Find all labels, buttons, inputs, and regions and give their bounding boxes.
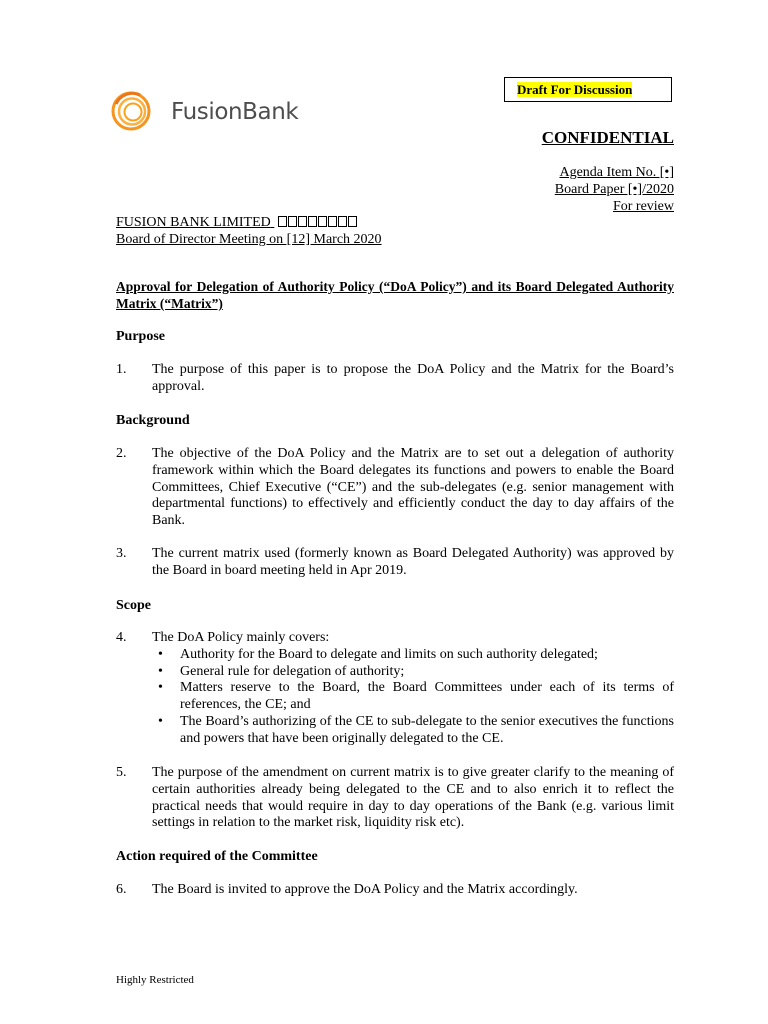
paragraph-1 [116,362,674,396]
fusionbank-logo-icon [110,90,156,136]
footer-classification: Highly Restricted [116,974,194,986]
bullet-dot: • [158,680,163,696]
agenda-item: Agenda Item No. [•] [559,165,674,180]
draft-label-box [504,77,672,102]
list-item: • Matters reserve to the Board, the Board Committees under each of its terms of references, the CE; and [158,680,674,713]
fusionbank-logo [110,90,300,134]
bullet-dot: • [158,646,163,662]
heading-background: Background [116,413,190,428]
paragraph-6 [116,882,674,899]
paragraph-text: The purpose of this paper is to propose the DoA Policy and the Matrix for the Board’s approval. [152,362,674,394]
meeting-line: Board of Director Meeting on [12] March 2020 [116,232,382,247]
paragraph-number: 2. [116,446,127,461]
paragraph-number: 5. [116,765,127,780]
paragraph-5 [116,765,674,832]
bullet-dot: • [158,663,163,679]
paragraph-number: 3. [116,546,127,561]
company-name: FUSION BANK LIMITED [116,215,271,230]
review-status: For review [612,199,674,214]
list-item: • The Board’s authorizing of the CE to sub-delegate to the senior executives the functions and powers that have been originally delegated to the CE. [158,713,674,746]
paper-title: Approval for Delegation of Authority Policy (“DoA Policy”) and its Board Delegated Authority Matrix (“Matrix”) [116,279,674,311]
paragraph-number: 6. [116,882,127,897]
paragraph-text: The current matrix used (formerly known as Board Delegated Authority) was approved by the Board in board meeting held in Apr 2019. [152,546,674,578]
scope-bullet-list [152,647,674,748]
paragraph-3 [116,546,674,580]
paragraph-text: The Board is invited to approve the DoA Policy and the Matrix accordingly. [152,882,578,897]
draft-label: Draft For Discussion [517,82,633,97]
paragraph-number: 1. [116,362,127,377]
list-item: • Authority for the Board to delegate and limits on such authority delegated; [158,646,598,662]
brand-name: FusionBank [171,99,299,125]
company-name-line [116,214,358,232]
board-paper-number: Board Paper [•]/2020 [554,182,674,197]
heading-action-required: Action required of the Committee [116,849,318,864]
list-item: • General rule for delegation of authority; [158,663,405,679]
paragraph-text: The purpose of the amendment on current matrix is to give greater clarify to the meaning of certain authorities already being delegated to the CE and to also enrich it to reflect the practical needs that would require in day to day operations of the Bank (e.g. various limit settings in relation to the market risk, liquidity risk etc). [152,765,674,831]
heading-scope: Scope [116,598,151,613]
chinese-name-glyphs [278,215,358,232]
paragraph-4 [116,630,674,748]
heading-purpose: Purpose [116,329,165,344]
paragraph-number: 4. [116,630,127,645]
paragraph-intro: The DoA Policy mainly covers: [152,630,330,645]
paragraph-text: The objective of the DoA Policy and the Matrix are to set out a delegation of authority framework within which the Board delegates its functions and powers to enable the Board Committees, Chief Executive (“CE”) and the sub-delegates (e.g. senior management with departmental functions) to effectively and efficiently conduct the day to day affairs of the Bank. [152,446,674,529]
paragraph-2 [116,446,674,530]
confidential-label: CONFIDENTIAL [541,128,674,147]
bullet-dot: • [158,713,163,729]
